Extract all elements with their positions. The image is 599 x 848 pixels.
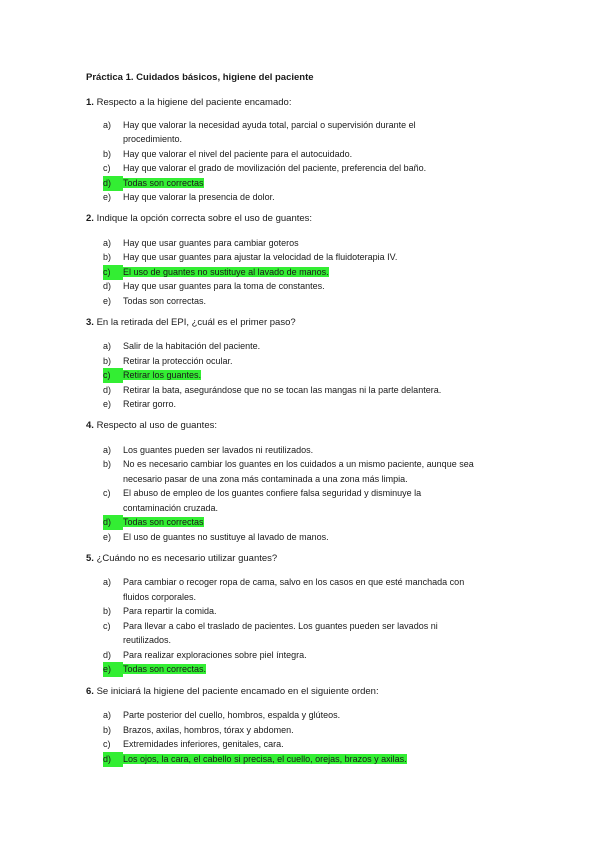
option-letter: e)	[103, 662, 123, 677]
option-letter: e)	[103, 192, 112, 202]
question-number: 5.	[86, 553, 94, 564]
option-letter: d)	[103, 385, 112, 395]
option-letter: a)	[103, 341, 112, 351]
option-6a	[103, 708, 340, 723]
question-3	[86, 317, 296, 328]
option-letter: e)	[103, 532, 112, 542]
option-letter: e)	[103, 296, 112, 306]
option-3c-correct	[103, 368, 201, 383]
page-title: Práctica 1. Cuidados básicos, higiene del paciente	[86, 72, 314, 83]
option-text: Hay que valorar la presencia de dolor.	[123, 192, 275, 202]
question-2	[86, 213, 312, 224]
option-text: Retirar la protección ocular.	[123, 356, 233, 366]
option-letter: d)	[103, 650, 112, 660]
option-text: Los ojos, la cara, el cabello si precisa, el cuello, orejas, brazos y axilas.	[123, 754, 407, 764]
option-4a	[103, 443, 313, 458]
option-text: Todas son correctas.	[123, 296, 207, 306]
question-text: Se iniciará la higiene del paciente encamado en el siguiente orden:	[96, 686, 379, 697]
option-4d-correct	[103, 515, 204, 530]
question-6	[86, 686, 379, 697]
option-letter: a)	[103, 238, 112, 248]
option-letter: b)	[103, 606, 112, 616]
question-text: ¿Cuándo no es necesario utilizar guantes?	[96, 553, 278, 564]
option-6c	[103, 737, 284, 752]
option-text: No es necesario cambiar los guantes en los cuidados a un mismo paciente, aunque sea	[123, 459, 474, 469]
question-number: 6.	[86, 686, 94, 697]
option-3e	[103, 397, 176, 412]
option-4b	[103, 457, 474, 472]
option-3d	[103, 383, 441, 398]
option-letter: a)	[103, 710, 112, 720]
option-4c	[103, 486, 421, 501]
option-letter: c)	[103, 265, 123, 280]
option-letter: c)	[103, 368, 123, 383]
option-5c	[103, 619, 438, 634]
option-text: Brazos, axilas, hombros, tórax y abdomen.	[123, 725, 294, 735]
option-1a-cont: procedimiento.	[123, 134, 183, 144]
option-text: Para cambiar o recoger ropa de cama, salvo en los casos en que esté manchada con	[123, 577, 465, 587]
option-text: El uso de guantes no sustituye al lavado de manos.	[123, 267, 329, 277]
option-2e	[103, 294, 206, 309]
option-letter: d)	[103, 176, 123, 191]
option-letter: a)	[103, 577, 112, 587]
option-5e-correct	[103, 662, 206, 677]
question-number: 1.	[86, 97, 94, 108]
option-text: Todas son correctas	[123, 178, 204, 188]
option-letter: d)	[103, 281, 112, 291]
option-letter: b)	[103, 725, 112, 735]
option-letter: b)	[103, 252, 112, 262]
option-1a	[103, 118, 416, 133]
question-4	[86, 420, 217, 431]
question-number: 3.	[86, 317, 94, 328]
option-1e	[103, 190, 275, 205]
option-text: Retirar gorro.	[123, 399, 177, 409]
option-6d-correct	[103, 752, 407, 767]
option-letter: a)	[103, 445, 112, 455]
option-letter: a)	[103, 120, 112, 130]
option-5d	[103, 648, 307, 663]
option-5b	[103, 604, 217, 619]
question-1	[86, 97, 291, 108]
option-1d-correct	[103, 176, 204, 191]
option-text: Parte posterior del cuello, hombros, espalda y glúteos.	[123, 710, 341, 720]
question-5	[86, 553, 277, 564]
question-number: 2.	[86, 213, 94, 224]
option-3b	[103, 354, 233, 369]
option-text: Retirar la bata, asegurándose que no se tocan las mangas ni la parte delantera.	[123, 385, 442, 395]
option-5c-cont: reutilizados.	[123, 635, 172, 645]
option-letter: b)	[103, 356, 112, 366]
option-text: Para llevar a cabo el traslado de pacientes. Los guantes pueden ser lavados ni	[123, 621, 438, 631]
option-text: Los guantes pueden ser lavados ni reutilizados.	[123, 445, 314, 455]
option-letter: d)	[103, 752, 123, 767]
option-3a	[103, 339, 260, 354]
question-number: 4.	[86, 420, 94, 431]
option-text: Hay que usar guantes para ajustar la velocidad de la fluidoterapia IV.	[123, 252, 398, 262]
option-2b	[103, 250, 397, 265]
question-text: Respecto al uso de guantes:	[96, 420, 217, 431]
option-text: Para realizar exploraciones sobre piel íntegra.	[123, 650, 307, 660]
question-text: Indique la opción correcta sobre el uso de guantes:	[96, 213, 313, 224]
option-text: El uso de guantes no sustituye al lavado de manos.	[123, 532, 329, 542]
option-5a-cont: fluidos corporales.	[123, 592, 197, 602]
option-letter: c)	[103, 488, 111, 498]
option-text: El abuso de empleo de los guantes confiere falsa seguridad y disminuye la	[123, 488, 422, 498]
option-letter: c)	[103, 163, 111, 173]
option-5a	[103, 575, 464, 590]
question-text: Respecto a la higiene del paciente encamado:	[96, 97, 292, 108]
option-text: Hay que valorar el grado de movilización del paciente, preferencia del baño.	[123, 163, 427, 173]
option-text: Extremidades inferiores, genitales, cara.	[123, 739, 284, 749]
option-letter: b)	[103, 459, 112, 469]
option-2d	[103, 279, 325, 294]
question-text: En la retirada del EPI, ¿cuál es el primer paso?	[96, 317, 296, 328]
option-text: Hay que usar guantes para cambiar goteros	[123, 238, 299, 248]
option-text: Hay que valorar el nivel del paciente para el autocuidado.	[123, 149, 353, 159]
option-1b	[103, 147, 352, 162]
option-letter: d)	[103, 515, 123, 530]
option-4e	[103, 530, 329, 545]
option-letter: b)	[103, 149, 112, 159]
option-text: Para repartir la comida.	[123, 606, 217, 616]
option-text: Salir de la habitación del paciente.	[123, 341, 261, 351]
option-letter: e)	[103, 399, 112, 409]
option-4c-cont: contaminación cruzada.	[123, 503, 219, 513]
option-text: Retirar los guantes.	[123, 370, 202, 380]
option-text: Todas son correctas	[123, 517, 204, 527]
option-2a	[103, 236, 299, 251]
option-4b-cont: necesario pasar de una zona más contaminada a una zona más limpia.	[123, 474, 408, 484]
option-2c-correct	[103, 265, 329, 280]
option-letter: c)	[103, 621, 111, 631]
option-1c	[103, 161, 426, 176]
option-letter: c)	[103, 739, 111, 749]
option-text: Todas son correctas.	[123, 664, 207, 674]
option-6b	[103, 723, 294, 738]
option-text: Hay que usar guantes para la toma de constantes.	[123, 281, 325, 291]
option-text: Hay que valorar la necesidad ayuda total, parcial o supervisión durante el	[123, 120, 416, 130]
